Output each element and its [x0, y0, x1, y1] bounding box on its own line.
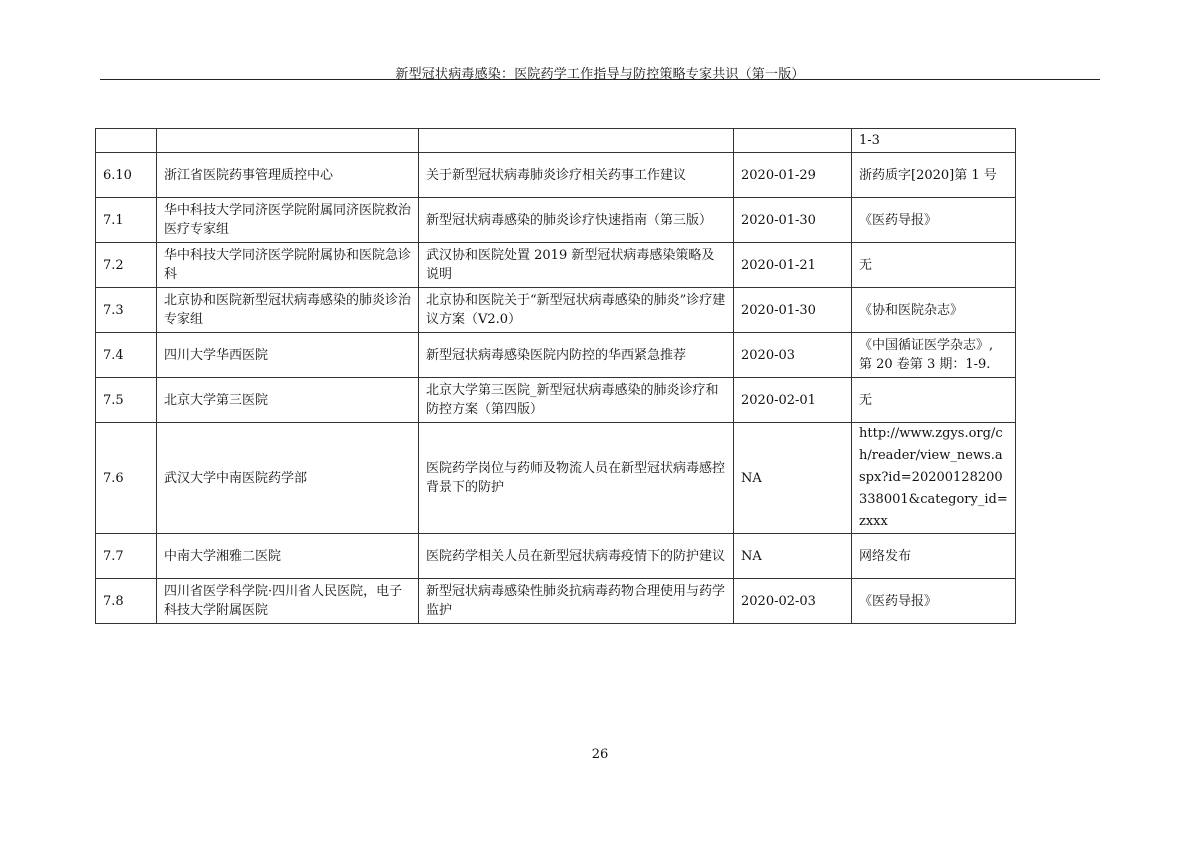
date-cell: [734, 129, 852, 153]
document-title-cell: 北京协和医院关于“新型冠状病毒感染的肺炎”诊疗建议方案（V2.0）: [419, 288, 734, 333]
table-row: [96, 423, 1016, 534]
reference-table: [95, 128, 1016, 624]
date-cell: 2020-01-21: [734, 243, 852, 288]
organization-cell: [157, 129, 419, 153]
organization-cell: 四川省医学科学院·四川省人民医院，电子科技大学附属医院: [157, 579, 419, 624]
row-number: 7.1: [96, 198, 157, 243]
running-header-title: 新型冠状病毒感染：医院药学工作指导与防控策略专家共识（第一版）: [395, 67, 805, 82]
row-number: 7.2: [96, 243, 157, 288]
source-cell: 《中国循证医学杂志》, 第 20 卷第 3 期：1-9.: [852, 333, 1016, 378]
date-cell: NA: [734, 534, 852, 579]
document-title-cell: 医院药学岗位与药师及物流人员在新型冠状病毒感控背景下的防护: [419, 423, 734, 534]
table-row: [96, 243, 1016, 288]
table-row: [96, 153, 1016, 198]
organization-cell: 武汉大学中南医院药学部: [157, 423, 419, 534]
table-row: [96, 198, 1016, 243]
document-title-cell: 新型冠状病毒感染的肺炎诊疗快速指南（第三版）: [419, 198, 734, 243]
source-cell: 网络发布: [852, 534, 1016, 579]
document-title-cell: 武汉协和医院处置 2019 新型冠状病毒感染策略及说明: [419, 243, 734, 288]
document-title-cell: [419, 129, 734, 153]
source-cell: 浙药质字[2020]第 1 号: [852, 153, 1016, 198]
date-cell: 2020-01-30: [734, 288, 852, 333]
organization-cell: 华中科技大学同济医学院附属同济医院救治医疗专家组: [157, 198, 419, 243]
source-cell: 无: [852, 378, 1016, 423]
document-title-cell: 新型冠状病毒感染医院内防控的华西紧急推荐: [419, 333, 734, 378]
source-url-cell: http://www.zgys.org/ch/reader/view_news.aspx?id=20200128200338001&category_id=zxxx: [852, 423, 1016, 534]
organization-cell: 北京协和医院新型冠状病毒感染的肺炎诊治专家组: [157, 288, 419, 333]
row-number: 6.10: [96, 153, 157, 198]
date-cell: 2020-01-29: [734, 153, 852, 198]
organization-cell: 华中科技大学同济医学院附属协和医院急诊科: [157, 243, 419, 288]
row-number: 7.4: [96, 333, 157, 378]
table-row: [96, 378, 1016, 423]
table-row: [96, 579, 1016, 624]
table-row: [96, 534, 1016, 579]
table-row: [96, 288, 1016, 333]
source-cell: 《协和医院杂志》: [852, 288, 1016, 333]
document-title-cell: 新型冠状病毒感染性肺炎抗病毒药物合理使用与药学监护: [419, 579, 734, 624]
header-divider: [100, 79, 1100, 80]
source-cell: 无: [852, 243, 1016, 288]
row-number: 7.6: [96, 423, 157, 534]
organization-cell: 浙江省医院药事管理质控中心: [157, 153, 419, 198]
row-number: 7.8: [96, 579, 157, 624]
document-title-cell: 关于新型冠状病毒肺炎诊疗相关药事工作建议: [419, 153, 734, 198]
source-cell: 《医药导报》: [852, 579, 1016, 624]
row-number: 7.3: [96, 288, 157, 333]
document-title-cell: 医院药学相关人员在新型冠状病毒疫情下的防护建议: [419, 534, 734, 579]
organization-cell: 四川大学华西医院: [157, 333, 419, 378]
table-row: [96, 129, 1016, 153]
document-title-cell: 北京大学第三医院_新型冠状病毒感染的肺炎诊疗和防控方案（第四版）: [419, 378, 734, 423]
organization-cell: 中南大学湘雅二医院: [157, 534, 419, 579]
source-cell: 《医药导报》: [852, 198, 1016, 243]
row-number: [96, 129, 157, 153]
organization-cell: 北京大学第三医院: [157, 378, 419, 423]
row-number: 7.7: [96, 534, 157, 579]
date-cell: 2020-02-01: [734, 378, 852, 423]
date-cell: 2020-01-30: [734, 198, 852, 243]
table-row: [96, 333, 1016, 378]
date-cell: 2020-02-03: [734, 579, 852, 624]
page-number: 26: [591, 747, 609, 762]
date-cell: 2020-03: [734, 333, 852, 378]
row-number: 7.5: [96, 378, 157, 423]
source-cell: 1-3: [852, 129, 1016, 153]
date-cell: NA: [734, 423, 852, 534]
